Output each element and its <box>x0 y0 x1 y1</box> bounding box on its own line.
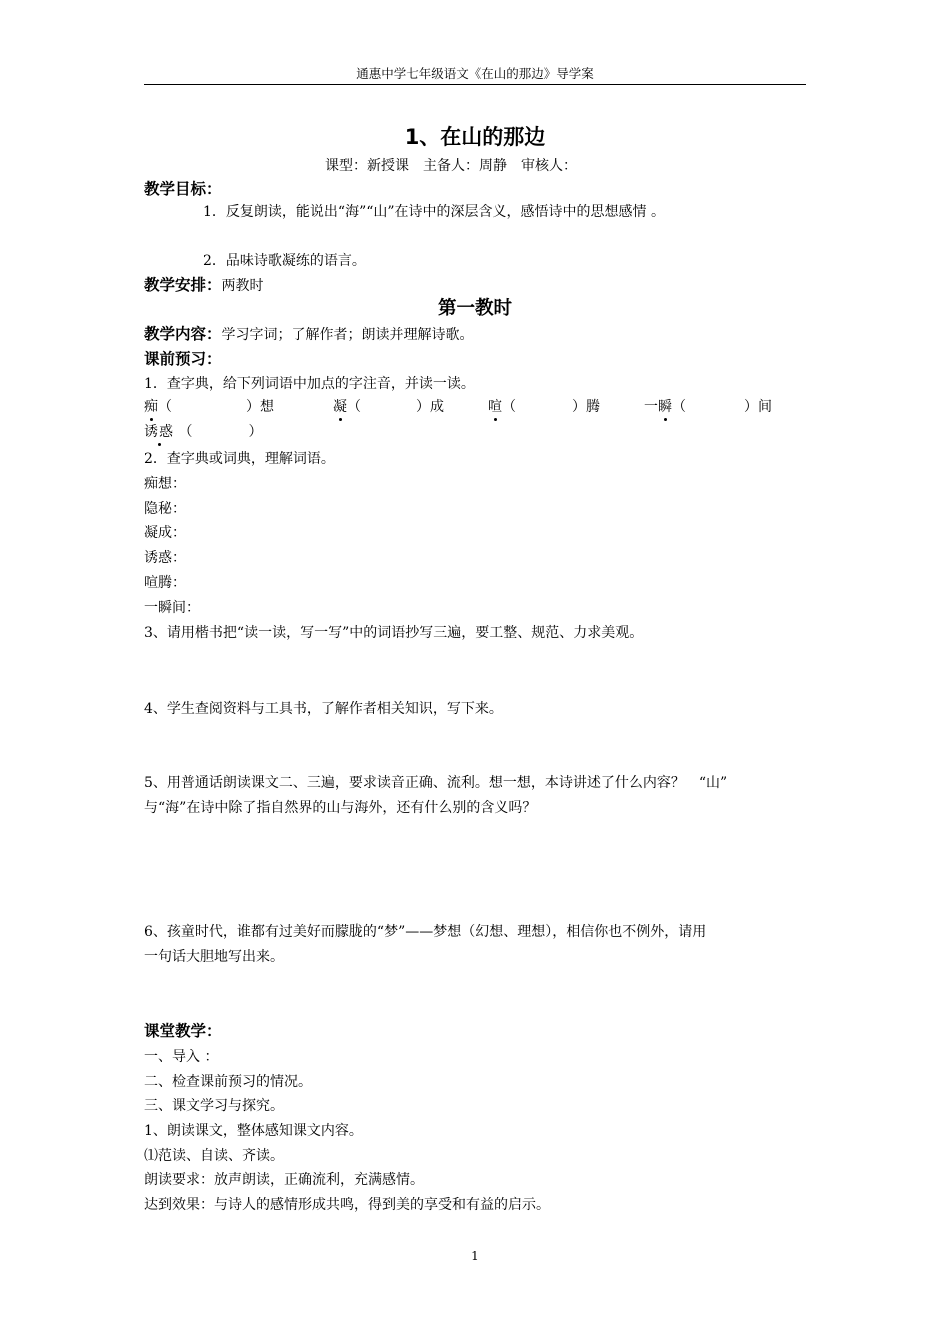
classroom-heading: 课堂教学： <box>144 1022 222 1040</box>
preview-q1: 1．查字典，给下列词语中加点的字注音，并读一读。 <box>144 376 475 392</box>
word-prefix: 一 <box>644 399 658 415</box>
pinyin-word-4 <box>644 398 686 416</box>
pinyin-word-2 <box>333 398 361 416</box>
classroom-line-1: 一、导入 ： <box>144 1049 219 1065</box>
classroom-line-3: 三、课文学习与探究。 <box>144 1098 284 1114</box>
preview-q2: 2．查字典或词典，理解词语。 <box>144 451 335 467</box>
preview-q6-line2: 一句话大胆地写出来。 <box>144 949 284 965</box>
close-bracket: ） <box>572 399 586 415</box>
goal-item-2: 2．品味诗歌凝练的语言。 <box>203 253 366 269</box>
word-rest: 腾 <box>586 399 600 415</box>
term-1: 痴想： <box>144 476 186 492</box>
classroom-line-2: 二、检查课前预习的情况。 <box>144 1074 312 1090</box>
classroom-line-5: ⑴范读、自读、齐读。 <box>144 1148 284 1164</box>
lesson-meta: 课型：新授课 主备人：周静 审核人： <box>325 158 577 174</box>
content-line <box>144 324 474 344</box>
schedule-label: 教学安排： <box>144 276 222 294</box>
content-label: 教学内容： <box>144 325 222 343</box>
dotted-char: 凝 <box>333 399 347 415</box>
close-bracket: ） <box>416 399 430 415</box>
dotted-char: 喧 <box>488 399 502 415</box>
schedule-line <box>144 275 264 295</box>
dotted-chars: 诱惑 <box>144 424 174 440</box>
term-2: 隐秘： <box>144 501 186 517</box>
page-number: 1 <box>471 1249 479 1263</box>
word-rest: 想 <box>260 399 274 415</box>
open-bracket: （ <box>347 399 361 415</box>
pinyin-word-1 <box>144 398 172 416</box>
brackets: （ ） <box>178 424 263 440</box>
term-5: 喧腾： <box>144 575 186 591</box>
term-6: 一瞬间： <box>144 600 200 616</box>
lesson-1-title: 第一教时 <box>437 298 512 319</box>
preview-q3: 3、请用楷书把“读一读，写一写”中的词语抄写三遍，要工整、规范、力求美观。 <box>144 625 644 641</box>
word-rest: 成 <box>430 399 444 415</box>
preview-q4: 4、学生查阅资料与工具书，了解作者相关知识，写下来。 <box>144 701 503 717</box>
document-title: 1、在山的那边 <box>404 125 546 149</box>
open-bracket: （ <box>158 399 172 415</box>
preview-q5-line2: 与“海”在诗中除了指自然界的山与海外，还有什么别的含义吗？ <box>144 800 537 816</box>
preview-q6-line1: 6、孩童时代，谁都有过美好而朦胧的“梦”——梦想（幻想、理想），相信你也不例外，请用 <box>144 924 707 940</box>
close-bracket: ） <box>744 399 758 415</box>
pinyin-word-3 <box>488 398 516 416</box>
goals-heading: 教学目标： <box>144 180 222 198</box>
term-3: 凝成： <box>144 525 186 541</box>
schedule-value: 两教时 <box>221 278 264 294</box>
pinyin-word-3-rest <box>572 398 600 416</box>
running-header: 通惠中学七年级语文《在山的那边》导学案 <box>356 66 594 81</box>
dotted-char: 瞬 <box>658 399 672 415</box>
close-bracket: ） <box>246 399 260 415</box>
term-4: 诱惑： <box>144 550 186 566</box>
pinyin-word-1-rest <box>246 398 274 416</box>
goal-item-1: 1．反复朗读，能说出“海”“山”在诗中的深层含义，感悟诗中的思想感情 。 <box>203 204 665 220</box>
content-value: 学习字词；了解作者；朗读并理解诗歌。 <box>221 327 474 343</box>
pinyin-word-5 <box>144 423 262 441</box>
open-bracket: （ <box>502 399 516 415</box>
dotted-char: 痴 <box>144 399 158 415</box>
preview-heading: 课前预习： <box>144 350 222 368</box>
preview-q5-line1: 5、用普通话朗读课文二、三遍，要求读音正确、流利。想一想，本诗讲述了什么内容？ “山” <box>144 775 728 791</box>
classroom-line-6: 朗读要求：放声朗读，正确流利，充满感情。 <box>144 1172 424 1188</box>
word-rest: 间 <box>758 399 772 415</box>
classroom-line-7: 达到效果：与诗人的感情形成共鸣，得到美的享受和有益的启示。 <box>144 1197 550 1213</box>
pinyin-word-2-rest <box>416 398 444 416</box>
header-rule <box>144 84 806 85</box>
pinyin-word-4-rest <box>744 398 772 416</box>
open-bracket: （ <box>672 399 686 415</box>
classroom-line-4: 1、朗读课文，整体感知课文内容。 <box>144 1123 363 1139</box>
